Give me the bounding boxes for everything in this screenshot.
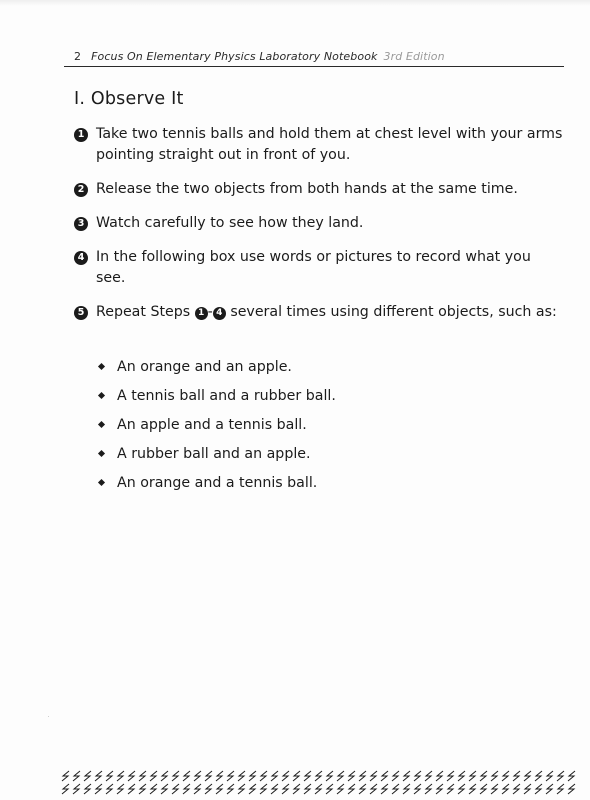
zigzag-mark	[568, 771, 575, 781]
step-text: Release the two objects from both hands at the same time.	[96, 181, 518, 197]
zigzag-mark	[392, 771, 399, 781]
zigzag-mark	[370, 784, 377, 794]
zigzag-mark	[414, 771, 421, 781]
zigzag-mark	[557, 784, 564, 794]
zigzag-mark	[469, 784, 476, 794]
zigzag-mark	[436, 771, 443, 781]
zigzag-mark	[425, 771, 432, 781]
zigzag-mark	[304, 771, 311, 781]
zigzag-mark	[139, 771, 146, 781]
step-ref-badge-end: 4	[213, 307, 226, 320]
list-item	[96, 415, 336, 436]
zigzag-mark	[403, 784, 410, 794]
zigzag-mark	[84, 784, 91, 794]
header-rule	[64, 66, 564, 67]
step-2	[74, 179, 564, 200]
step-number-badge: 3	[74, 217, 88, 231]
zigzag-mark	[557, 771, 564, 781]
step-number-badge: 5	[74, 306, 88, 320]
zigzag-mark	[117, 784, 124, 794]
zigzag-mark	[282, 771, 289, 781]
zigzag-mark	[535, 784, 542, 794]
step-range-dash: -	[207, 304, 213, 320]
list-item	[96, 386, 336, 407]
zigzag-mark	[425, 784, 432, 794]
step-number-badge: 2	[74, 183, 88, 197]
zigzag-mark	[260, 784, 267, 794]
list-item	[96, 444, 336, 465]
zigzag-mark	[205, 771, 212, 781]
zigzag-mark	[315, 771, 322, 781]
zigzag-mark	[326, 784, 333, 794]
list-item-text: A rubber ball and an apple.	[117, 446, 311, 462]
step-text-before: Repeat Steps	[96, 304, 191, 320]
list-item	[96, 357, 336, 378]
zigzag-mark	[337, 784, 344, 794]
zigzag-mark	[183, 784, 190, 794]
zigzag-mark	[315, 784, 322, 794]
section-title: I. Observe It	[74, 89, 184, 109]
zigzag-mark	[260, 771, 267, 781]
zigzag-mark	[546, 784, 553, 794]
zigzag-mark	[491, 784, 498, 794]
zigzag-mark	[436, 784, 443, 794]
zigzag-mark	[348, 784, 355, 794]
page-header	[74, 50, 445, 63]
zigzag-mark	[161, 771, 168, 781]
zigzag-mark	[106, 784, 113, 794]
zigzag-mark	[447, 771, 454, 781]
zigzag-mark	[161, 784, 168, 794]
zigzag-mark	[84, 771, 91, 781]
page-number: 2	[74, 50, 82, 63]
zigzag-mark	[491, 771, 498, 781]
zigzag-mark	[458, 784, 465, 794]
step-text: In the following box use words or pictures to record what you see.	[96, 249, 531, 286]
zigzag-mark	[370, 771, 377, 781]
zigzag-mark	[73, 784, 80, 794]
step-text: Take two tennis balls and hold them at chest level with your arms pointing straight out in front of you.	[96, 126, 563, 163]
zigzag-mark	[95, 771, 102, 781]
zigzag-mark	[238, 784, 245, 794]
zigzag-mark	[238, 771, 245, 781]
zigzag-mark	[414, 784, 421, 794]
zigzag-mark	[227, 784, 234, 794]
step-4	[74, 247, 564, 289]
list-item-text: An apple and a tennis ball.	[117, 417, 307, 433]
zigzag-mark	[183, 771, 190, 781]
zigzag-mark	[150, 784, 157, 794]
list-item-text: A tennis ball and a rubber ball.	[117, 388, 336, 404]
zigzag-mark	[293, 784, 300, 794]
zigzag-mark	[139, 784, 146, 794]
zigzag-mark	[513, 784, 520, 794]
zigzag-mark	[128, 771, 135, 781]
zigzag-mark	[480, 784, 487, 794]
zigzag-mark	[502, 784, 509, 794]
zigzag-mark	[513, 771, 520, 781]
zigzag-mark	[205, 784, 212, 794]
zigzag-mark	[172, 771, 179, 781]
zigzag-mark	[128, 784, 135, 794]
zigzag-mark	[348, 771, 355, 781]
zigzag-mark	[359, 771, 366, 781]
zigzag-mark	[568, 784, 575, 794]
zigzag-mark	[249, 771, 256, 781]
diamond-bullet-icon	[98, 450, 105, 457]
zigzag-mark	[469, 771, 476, 781]
object-pairs-list	[96, 357, 336, 502]
book-title: Focus On Elementary Physics Laboratory Notebook	[91, 50, 378, 63]
zigzag-mark	[216, 784, 223, 794]
zigzag-mark	[326, 771, 333, 781]
zigzag-mark	[62, 771, 69, 781]
page-top-shadow	[0, 0, 590, 6]
zigzag-mark	[282, 784, 289, 794]
zigzag-mark	[106, 771, 113, 781]
zigzag-mark	[95, 784, 102, 794]
zigzag-mark	[480, 771, 487, 781]
zigzag-mark	[546, 771, 553, 781]
zigzag-mark	[293, 771, 300, 781]
zigzag-mark	[502, 771, 509, 781]
step-text-after: several times using different objects, such as:	[230, 304, 557, 320]
zigzag-mark	[62, 784, 69, 794]
zigzag-mark	[381, 784, 388, 794]
zigzag-mark	[447, 784, 454, 794]
zigzag-mark	[150, 771, 157, 781]
step-3	[74, 213, 564, 234]
steps-list	[74, 124, 564, 336]
step-ref-badge-start: 1	[195, 307, 208, 320]
zigzag-mark	[381, 771, 388, 781]
list-item	[96, 473, 336, 494]
zigzag-mark	[216, 771, 223, 781]
zigzag-mark	[458, 771, 465, 781]
diamond-bullet-icon	[98, 392, 105, 399]
zigzag-mark	[304, 784, 311, 794]
step-number-badge: 1	[74, 128, 88, 142]
step-5	[74, 302, 564, 323]
diamond-bullet-icon	[98, 421, 105, 428]
diamond-bullet-icon	[98, 479, 105, 486]
step-1	[74, 124, 564, 166]
zigzag-mark	[172, 784, 179, 794]
zigzag-mark	[524, 784, 531, 794]
step-number-badge: 4	[74, 251, 88, 265]
paper-speck	[48, 716, 49, 717]
zigzag-mark	[524, 771, 531, 781]
edition-label: 3rd Edition	[383, 50, 445, 63]
zigzag-mark	[271, 771, 278, 781]
step-text: Watch carefully to see how they land.	[96, 215, 364, 231]
zigzag-mark	[403, 771, 410, 781]
zigzag-mark	[117, 771, 124, 781]
zigzag-mark	[73, 771, 80, 781]
zigzag-mark	[359, 784, 366, 794]
zigzag-mark	[194, 784, 201, 794]
zigzag-mark	[194, 771, 201, 781]
diamond-bullet-icon	[98, 363, 105, 370]
zigzag-mark	[271, 784, 278, 794]
zigzag-mark	[535, 771, 542, 781]
zigzag-mark	[392, 784, 399, 794]
footer-zigzag-border	[60, 770, 580, 796]
zigzag-mark	[227, 771, 234, 781]
zigzag-mark	[337, 771, 344, 781]
list-item-text: An orange and a tennis ball.	[117, 475, 318, 491]
list-item-text: An orange and an apple.	[117, 359, 292, 375]
zigzag-mark	[249, 784, 256, 794]
